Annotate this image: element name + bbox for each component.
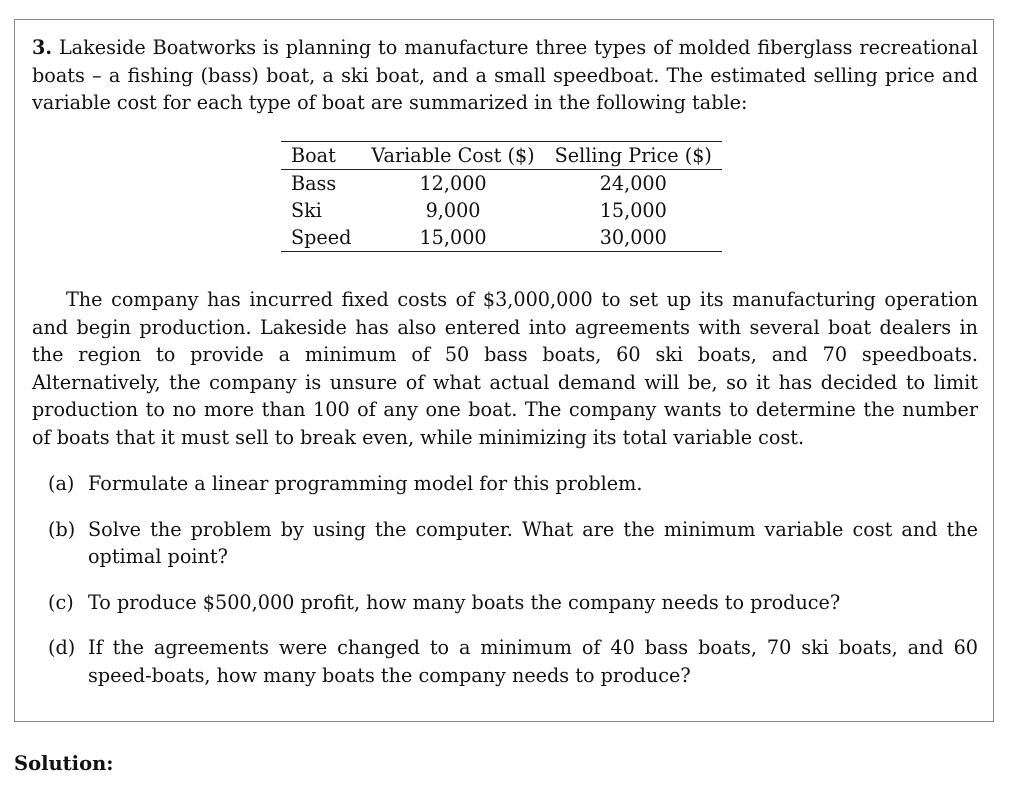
table-cell-boat: Speed [281,224,361,252]
question-part-a [32,470,978,498]
part-label: (c) [48,590,74,614]
table-header-selling-price: Selling Price ($) [545,142,722,170]
table-cell-selling-price: 24,000 [599,172,667,195]
table-cell-boat: Ski [291,199,322,222]
problem-box [14,19,994,722]
question-parts [32,470,978,707]
problem-intro [32,34,978,117]
problem-number: 3. [32,36,53,59]
solution-heading: Solution: [14,752,114,775]
table-header-boat: Boat [281,142,361,170]
question-part-c [32,589,978,617]
problem-paragraph: The company has incurred fixed costs of $3,000,000 to set up its manufacturing operation and begin production. Lakeside has also entered into agreements with several boat dealers in the region to provide a minimum of 50 bass boats, 60 ski boats, and 70 speedboats. Alternatively, the company is unsure of what actual demand will be, so it has decided to limit production to no more than 100 of any one boat. The company wants to determine the number of boats that it must sell to break even, while minimizing its total variable cost. [32,288,978,449]
table-cell-boat: Bass [291,172,337,195]
table-cell-selling-price: 15,000 [599,199,667,222]
part-text: Solve the problem by using the computer. What are the minimum variable cost and the optimal point? [88,517,978,568]
table-cell-variable-cost: 9,000 [425,199,481,222]
table-header-row [281,142,722,170]
table-row [281,170,722,198]
question-part-d [32,634,978,689]
boat-cost-table [281,141,722,252]
problem-intro-text: Lakeside Boatworks is planning to manufacture three types of molded fiberglass recreational boats – a fishing (bass) boat, a ski boat, and a small speedboat. The estimated selling price and variable cost for each type of boat are summarized in the following table: [32,36,978,114]
table-cell-variable-cost: 15,000 [361,224,544,252]
table-row [281,197,722,224]
table-cell-selling-price: 30,000 [545,224,722,252]
part-label: (b) [48,517,76,541]
table-row [281,224,722,252]
part-label: (a) [48,472,75,495]
part-text: If the agreements were changed to a minimum of 40 bass boats, 70 ski boats, and 60 speed-boats, how many boats the company needs to produce? [88,636,978,687]
part-label: (d) [48,636,76,659]
table-header-variable-cost: Variable Cost ($) [361,142,544,170]
question-part-b [32,516,978,571]
part-text: Formulate a linear programming model for this problem. [88,472,643,495]
table-cell-variable-cost: 12,000 [419,172,487,195]
part-text: To produce $500,000 profit, how many boats the company needs to produce? [88,590,841,614]
